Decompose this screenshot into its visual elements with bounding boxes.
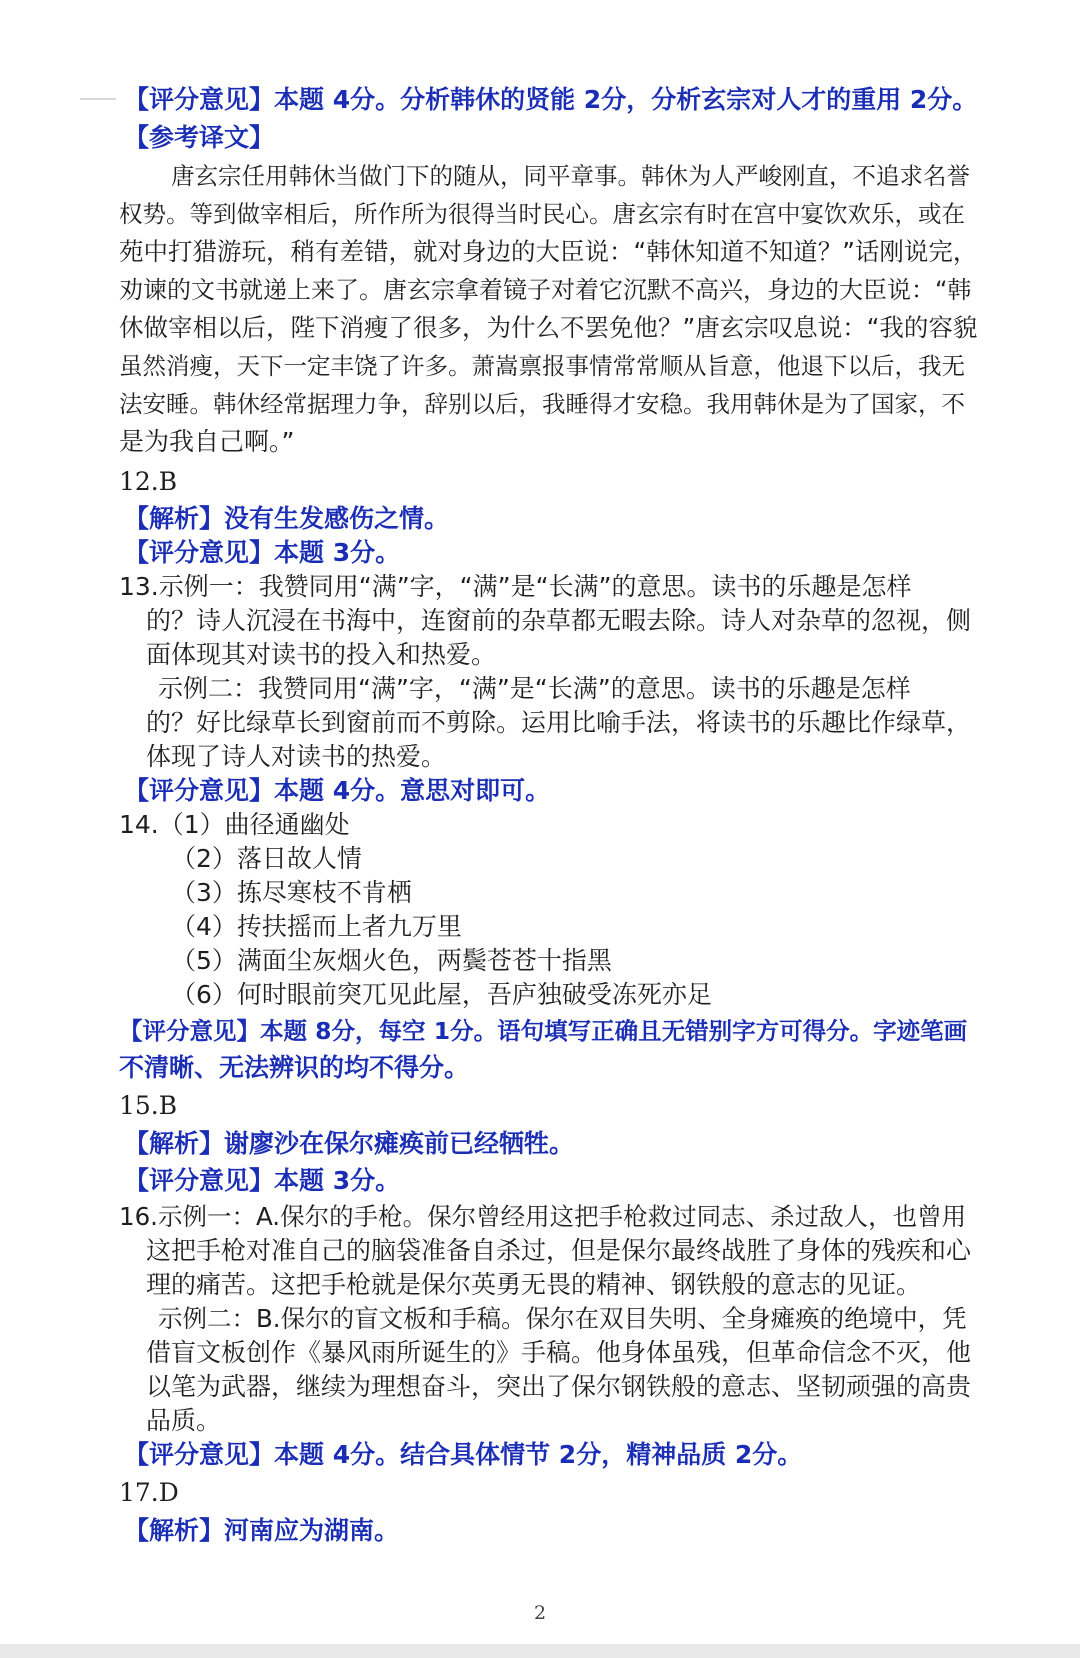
annotation-line: 【评分意见】本题 8分，每空 1分。语句填写正确且无错别字方可得分。字迹笔画 (119, 1017, 968, 1045)
annotation-line: 【评分意见】本题 3分。 (124, 1166, 401, 1195)
text-line: 16.示例一：A.保尔的手枪。保尔曾经用这把手枪救过同志、杀过敌人，也曾用 (119, 1202, 967, 1231)
text-line: （3）拣尽寒枝不肯栖 (171, 878, 412, 907)
text-line: 这把手枪对准自己的脑袋准备自杀过，但是保尔最终战胜了身体的残疾和心 (146, 1236, 972, 1265)
text-line: 理的痛苦。这把手枪就是保尔英勇无畏的精神、钢铁般的意志的见证。 (146, 1270, 922, 1299)
text-line: 虽然消瘦，天下一定丰饶了许多。萧嵩禀报事情常常顺从旨意，他退下以后，我无 (119, 352, 965, 380)
annotation-line: 不清晰、无法辨识的均不得分。 (119, 1053, 470, 1082)
text-line: （4）抟扶摇而上者九万里 (171, 912, 462, 941)
text-line: 面体现其对读书的投入和热爱。 (146, 640, 497, 669)
page-number: 2 (533, 1602, 547, 1624)
text-line: 13.示例一：我赞同用“满”字，“满”是“长满”的意思。读书的乐趣是怎样 (119, 572, 912, 601)
text-line: 是为我自己啊。” (119, 427, 295, 456)
text-line: 15.B (119, 1091, 178, 1120)
text-line: 劝谏的文书就递上来了。唐玄宗拿着镜子对着它沉默不高兴，身边的大臣说：“韩 (119, 276, 972, 304)
text-line: 12.B (119, 467, 178, 496)
text-line: 体现了诗人对读书的热爱。 (146, 742, 447, 771)
text-line: 示例二：B.保尔的盲文板和手稿。保尔在双目失明、全身瘫痪的绝境中，凭 (158, 1304, 967, 1333)
annotation-line: 【解析】河南应为湖南。 (124, 1516, 400, 1545)
text-line: 苑中打猎游玩，稍有差错，就对身边的大臣说：“韩休知道不知道？”话刚说完， (119, 237, 978, 266)
scan-mark (80, 98, 116, 100)
annotation-line: 【参考译文】 (124, 123, 275, 152)
annotation-line: 【评分意见】本题 4分。分析韩休的贤能 2分，分析玄宗对人才的重用 2分。 (124, 85, 978, 114)
text-line: 示例二：我赞同用“满”字，“满”是“长满”的意思。读书的乐趣是怎样 (158, 674, 911, 703)
text-line: 的？好比绿草长到窗前而不剪除。运用比喻手法，将读书的乐趣比作绿草， (146, 708, 972, 737)
text-line: （2）落日故人情 (171, 844, 362, 873)
page-bottom-edge (0, 1644, 1080, 1658)
text-line: 以笔为武器，继续为理想奋斗，突出了保尔钢铁般的意志、坚韧顽强的高贵 (146, 1372, 972, 1401)
text-line: 14.（1）曲径通幽处 (119, 810, 350, 839)
text-line: 法安睡。韩休经常据理力争，辞别以后，我睡得才安稳。我用韩休是为了国家，不 (119, 390, 965, 418)
annotation-line: 【解析】没有生发感伤之情。 (124, 504, 450, 533)
text-line: 权势。等到做宰相后，所作所为很得当时民心。唐玄宗有时在宫中宴饮欢乐，或在 (119, 200, 965, 228)
text-line: （6）何时眼前突兀见此屋，吾庐独破受冻死亦足 (171, 980, 712, 1009)
text-line: 品质。 (146, 1406, 222, 1435)
text-line: 的？诗人沉浸在书海中，连窗前的杂草都无暇去除。诗人对杂草的忽视，侧 (146, 606, 972, 635)
annotation-line: 【评分意见】本题 4分。结合具体情节 2分，精神品质 2分。 (124, 1440, 803, 1469)
annotation-line: 【解析】谢廖沙在保尔瘫痪前已经牺牲。 (124, 1129, 575, 1158)
text-line: 17.D (119, 1478, 179, 1507)
text-line: 借盲文板创作《暴风雨所诞生的》手稿。他身体虽残，但革命信念不灭，他 (146, 1338, 972, 1367)
text-line: （5）满面尘灰烟火色，两鬓苍苍十指黑 (171, 946, 612, 975)
annotation-line: 【评分意见】本题 4分。意思对即可。 (124, 776, 551, 805)
annotation-line: 【评分意见】本题 3分。 (124, 538, 401, 567)
text-line: 休做宰相以后，陛下消瘦了很多，为什么不罢免他？”唐玄宗叹息说：“我的容貌 (119, 313, 978, 342)
text-line: 唐玄宗任用韩休当做门下的随从，同平章事。韩休为人严峻刚直，不追求名誉 (171, 162, 970, 190)
